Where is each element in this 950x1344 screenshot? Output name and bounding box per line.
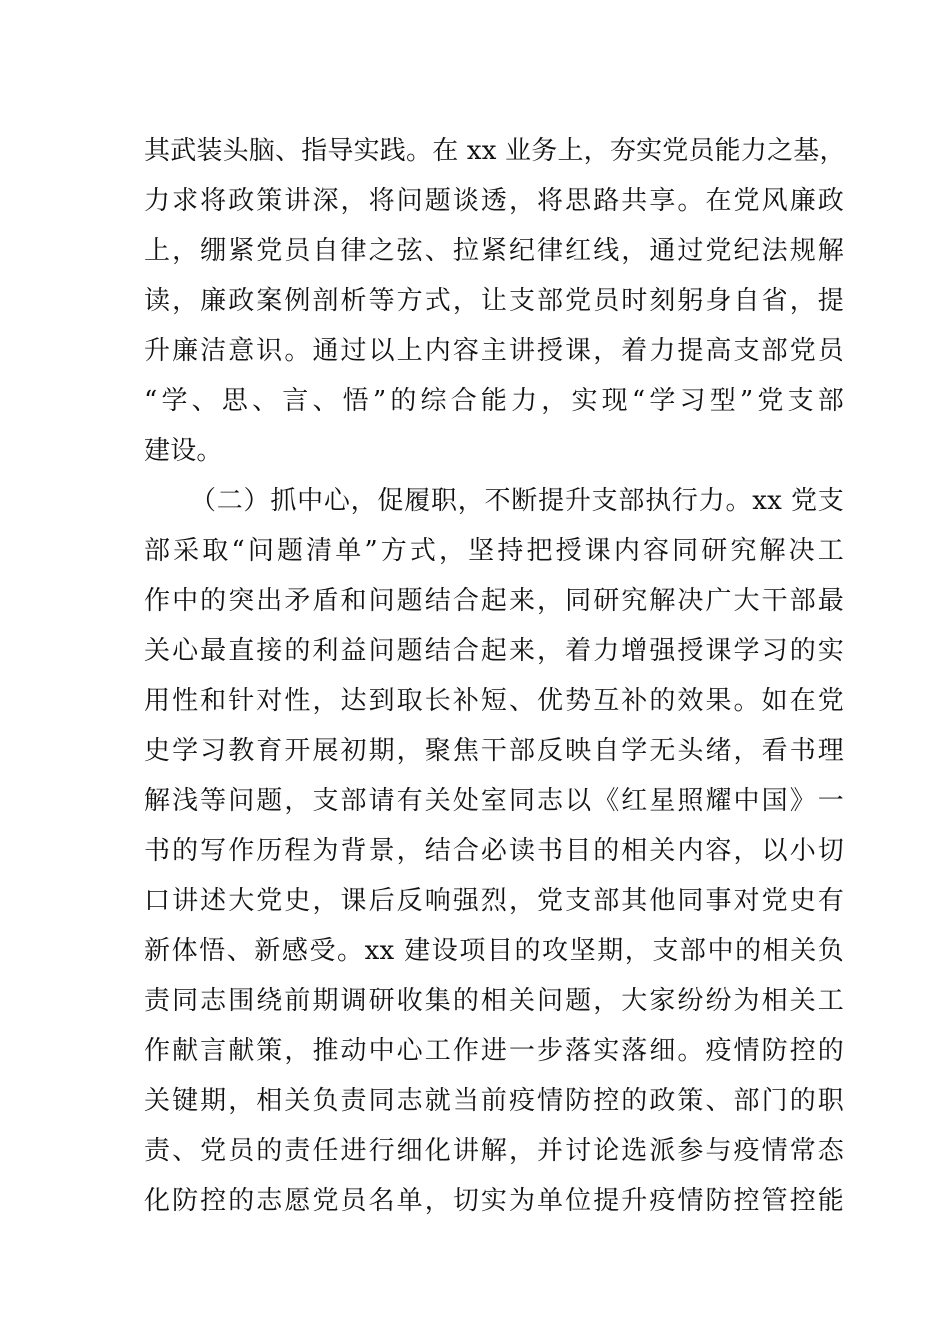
text-line: 作中的突出矛盾和问题结合起来，同研究解决广大干部最: [144, 586, 844, 616]
text-line: 口讲述大党史，课后反响强烈，党支部其他同事对党史有: [144, 886, 844, 916]
text-line: 新体悟、新感受。xx 建设项目的攻坚期，支部中的相关负: [144, 936, 844, 966]
text-line: 升廉洁意识。通过以上内容主讲授课，着力提高支部党员: [144, 336, 844, 366]
text-line: 部采取“问题清单”方式，坚持把授课内容同研究解决工: [144, 536, 844, 566]
text-line: 史学习教育开展初期，聚焦干部反映自学无头绪，看书理: [144, 736, 844, 766]
text-line: 责、党员的责任进行细化讲解，并讨论选派参与疫情常态: [144, 1136, 844, 1166]
paragraph-heading-line: （二）抓中心，促履职，不断提升支部执行力。xx 党支: [190, 486, 844, 516]
text-line: 用性和针对性，达到取长补短、优势互补的效果。如在党: [144, 686, 844, 716]
text-line: 作献言献策，推动中心工作进一步落实落细。疫情防控的: [144, 1036, 844, 1066]
text-line: 力求将政策讲深，将问题谈透，将思路共享。在党风廉政: [144, 186, 844, 216]
text-line: 书的写作历程为背景，结合必读书目的相关内容，以小切: [144, 836, 844, 866]
text-line: 其武装头脑、指导实践。在 xx 业务上，夯实党员能力之基，: [144, 136, 846, 166]
text-line: 上，绷紧党员自律之弦、拉紧纪律红线，通过党纪法规解: [144, 236, 844, 266]
text-line: 责同志围绕前期调研收集的相关问题，大家纷纷为相关工: [144, 986, 844, 1016]
body-text: [144, 126, 844, 1226]
text-line: 化防控的志愿党员名单，切实为单位提升疫情防控管控能: [144, 1186, 844, 1216]
text-line: “学、思、言、悟”的综合能力，实现“学习型”党支部: [144, 386, 844, 416]
text-line: 读，廉政案例剖析等方式，让支部党员时刻躬身自省，提: [144, 286, 844, 316]
text-line: 关键期，相关负责同志就当前疫情防控的政策、部门的职: [144, 1086, 844, 1116]
text-line: 建设。: [144, 436, 223, 466]
text-line: 解浅等问题，支部请有关处室同志以《红星照耀中国》一: [144, 786, 844, 816]
text-line: 关心最直接的利益问题结合起来，着力增强授课学习的实: [144, 636, 844, 666]
